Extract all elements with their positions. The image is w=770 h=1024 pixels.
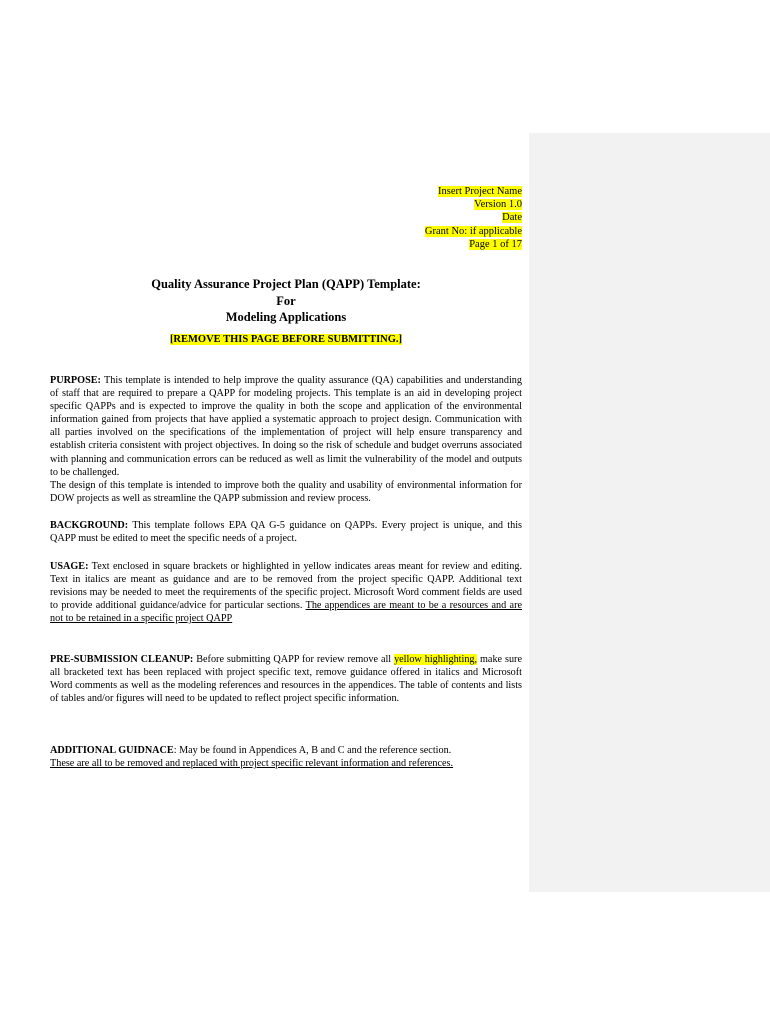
pre-submission-text-2: make sure all bracketed text has been replaced with project specific text, remove guidance offered in italics and Microsoft Word comments as well as the modeling references and resources in the appendices. The table of contents and lists of tables and/or figures will need to be updated to reflect project specific information.	[50, 654, 522, 705]
date: Date	[502, 212, 522, 224]
purpose-label: PURPOSE:	[50, 375, 101, 386]
usage-text: Text enclosed in square brackets or highlighted in yellow indicates areas meant for review and editing. Text in italics are meant as guidance and are to be removed from the project specific QAPP. Additional text revisions may be needed to meet the requirements of the specific project. Microsoft Word comment fields are used to provide additional guidance/advice for particular sections.	[50, 561, 522, 612]
usage-paragraph	[50, 560, 522, 625]
comment-pane	[529, 133, 770, 892]
document-title	[50, 276, 522, 326]
pre-submission-paragraph	[50, 653, 522, 705]
usage-underlined-text: The appendices are meant to be a resources and are not to be retained in a specific project QAPP	[50, 600, 522, 625]
additional-guidance-text: : May be found in Appendices A, B and C and the reference section.	[173, 745, 452, 756]
usage-label: USAGE:	[50, 561, 89, 572]
additional-guidance-paragraph	[50, 744, 522, 770]
remove-page-note	[50, 334, 522, 345]
background-text: This template follows EPA QA G-5 guidance on QAPPs. Every project is unique, and this QAPP must be edited to meet the specific needs of a project.	[50, 520, 522, 545]
purpose-paragraph	[50, 374, 522, 505]
title-line-2: For	[276, 293, 296, 308]
remove-page-note-text: [REMOVE THIS PAGE BEFORE SUBMITTING.]	[169, 334, 403, 345]
pre-submission-label: PRE-SUBMISSION CLEANUP:	[50, 654, 194, 665]
background-label: BACKGROUND:	[50, 520, 129, 531]
title-line-3: Modeling Applications	[225, 310, 347, 324]
purpose-text-2: The design of this template is intended to improve both the quality and usability of environmental information for DOW projects as well as streamline the QAPP submission and review process.	[50, 479, 522, 504]
page-header	[425, 185, 522, 251]
additional-guidance-underlined: These are all to be removed and replaced with project specific relevant information and references.	[50, 758, 454, 770]
version: Version 1.0	[474, 199, 522, 211]
pre-submission-text: Before submitting QAPP for review remove all	[193, 654, 395, 665]
background-paragraph	[50, 519, 522, 545]
purpose-text: This template is intended to help improve the quality assurance (QA) capabilities and understanding of staff that are required to prepare a QAPP for modeling projects. This template is an aid in developing project specific QAPPs and is expected to improve the quality in both the scope and application of the environmental information gained from projects that have applied a systematic approach to project design. Communication with all parties involved on the specifications of the implementation of project will help ensure transparency and establish criteria consistent with project objectives. In doing so the risk of schedule and budget overruns associated with planning and communication errors can be reduced as well as limit the vulnerability of the model and outputs to be challenged.	[50, 375, 522, 478]
page-number: Page 1 of 17	[469, 238, 522, 250]
additional-guidance-label: ADDITIONAL GUIDNACE	[50, 745, 174, 756]
title-line-1: Quality Assurance Project Plan (QAPP) Template:	[151, 277, 421, 291]
grant-number: Grant No: if applicable	[424, 225, 522, 237]
project-name: Insert Project Name	[438, 186, 522, 197]
yellow-highlight-text: yellow highlighting,	[394, 654, 478, 665]
